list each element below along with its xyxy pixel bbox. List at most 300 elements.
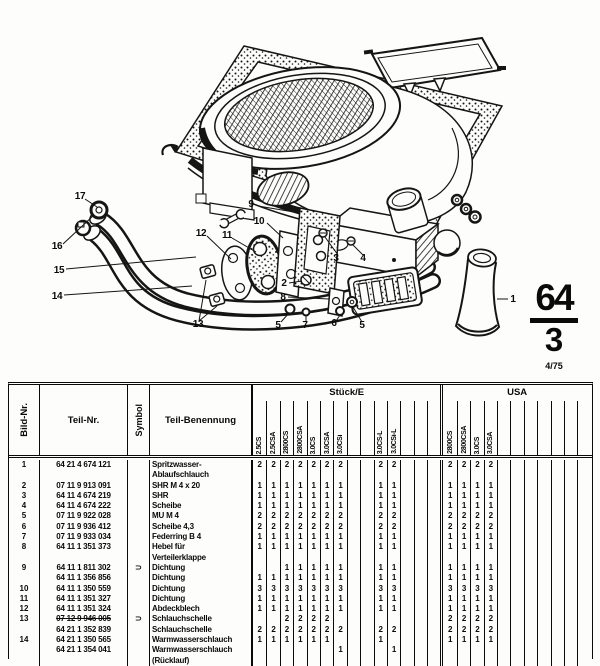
quantity-cell	[537, 594, 550, 604]
quantity-cell: 1	[266, 491, 279, 501]
quantity-cell	[537, 614, 550, 624]
quantity-cell: 2	[257, 511, 262, 521]
part-name-line: SHR	[152, 490, 169, 500]
quantity-cell: 2	[457, 460, 470, 481]
part-name-line: Abdeckblech	[152, 604, 200, 614]
cell-symbol	[128, 625, 150, 635]
cell-teil-benennung	[150, 501, 252, 511]
quantity-cell	[360, 645, 373, 666]
quantity-cell	[427, 584, 440, 594]
cell-symbol	[128, 645, 150, 666]
model-column-label: 2800CSA	[457, 401, 470, 455]
quantity-cell	[577, 481, 590, 491]
cell-teil-benennung	[150, 573, 252, 583]
quantity-cell	[443, 645, 456, 666]
quantity-cell	[414, 625, 427, 635]
part-number: 64 11 4 674 219	[56, 490, 111, 500]
quantity-cell: 1	[293, 532, 306, 542]
stueck-section-title: Stück/E	[329, 387, 365, 398]
quantity-cell: 1	[333, 491, 346, 501]
quantity-cell	[347, 481, 360, 491]
quantity-cell	[537, 460, 550, 481]
callout-9: 9	[248, 199, 254, 210]
plate-page-number: 3	[544, 321, 564, 359]
quantity-cell	[414, 460, 427, 481]
quantity-cell	[551, 584, 564, 594]
quantity-cell	[564, 542, 577, 563]
group-number: 64	[530, 281, 577, 323]
quantity-cell: 1	[484, 491, 497, 501]
cell-symbol	[128, 460, 150, 481]
table-row	[9, 573, 592, 583]
quantity-cell	[524, 501, 537, 511]
cell-teil-benennung	[150, 542, 252, 563]
quantity-cell: 1	[293, 635, 306, 645]
quantity-cell: 1	[470, 573, 483, 583]
usa-section-title: USA	[507, 387, 528, 398]
table-row	[9, 481, 592, 491]
cell-teil-nr	[40, 584, 128, 594]
quantity-cell	[564, 573, 577, 583]
cell-teil-benennung	[150, 532, 252, 542]
quantity-cell: 1	[293, 542, 306, 563]
quantity-cell: 1	[257, 635, 262, 645]
quantity-cell	[524, 604, 537, 614]
quantity-cell	[537, 481, 550, 491]
quantity-cell	[564, 522, 577, 532]
quantity-cell: 1	[387, 563, 400, 573]
quantity-cell	[427, 573, 440, 583]
callout-7: 7	[302, 320, 308, 331]
quantity-cell: 2	[293, 511, 306, 521]
quantity-cell: 2	[387, 522, 400, 532]
quantity-cell	[360, 501, 373, 511]
quantity-cell	[510, 481, 523, 491]
quantity-group-usa	[440, 542, 590, 563]
quantity-cell	[360, 573, 373, 583]
table-body	[9, 458, 592, 666]
quantity-cell	[510, 491, 523, 501]
quantity-cell	[497, 594, 510, 604]
callout-16: 16	[51, 241, 63, 252]
cell-symbol	[128, 501, 150, 511]
quantity-cell: 3	[484, 584, 497, 594]
quantity-cell	[414, 563, 427, 573]
model-column-label	[537, 401, 550, 455]
quantity-group-stueck	[252, 614, 440, 624]
quantity-cell: 1	[374, 542, 387, 563]
quantity-cell: 1	[470, 604, 483, 614]
quantity-cell	[360, 584, 373, 594]
quantity-cell	[551, 594, 564, 604]
quantity-cell	[577, 594, 590, 604]
callout-6: 6	[331, 318, 337, 329]
quantity-cell: 2	[320, 614, 333, 624]
part-name-line: Warmwasserschlauch	[152, 645, 233, 655]
quantity-cell	[510, 511, 523, 521]
cell-teil-benennung	[150, 563, 252, 573]
quantity-cell: 2	[447, 614, 453, 624]
quantity-group-stueck	[252, 501, 440, 511]
quantity-cell	[537, 501, 550, 511]
table-header-row	[9, 385, 592, 458]
quantity-cell: 1	[447, 593, 453, 603]
part-number: 64 21 1 354 041	[56, 645, 111, 655]
cell-symbol: ⊃	[128, 563, 150, 573]
quantity-cell	[524, 532, 537, 542]
quantity-cell	[524, 635, 537, 645]
quantity-cell: 1	[387, 491, 400, 501]
quantity-cell	[497, 625, 510, 635]
quantity-cell	[577, 635, 590, 645]
quantity-cell: 2	[457, 614, 470, 624]
quantity-cell	[577, 625, 590, 635]
cell-symbol	[128, 584, 150, 594]
quantity-cell: 2	[257, 624, 262, 634]
quantity-group-usa	[440, 625, 590, 635]
quantity-cell	[427, 522, 440, 532]
quantity-cell: 1	[387, 604, 400, 614]
model-column-label: 2.5CS	[256, 436, 264, 454]
quantity-cell	[577, 460, 590, 481]
model-column-label: 2800CSA	[293, 401, 306, 455]
quantity-cell	[484, 645, 497, 666]
page-plate-number	[524, 277, 584, 371]
quantity-cell: 2	[470, 511, 483, 521]
quantity-cell	[470, 645, 483, 666]
quantity-cell	[577, 614, 590, 624]
table-row	[9, 522, 592, 532]
quantity-cell	[564, 501, 577, 511]
quantity-cell	[537, 491, 550, 501]
quantity-group-usa	[440, 563, 590, 573]
quantity-cell	[347, 573, 360, 583]
quantity-cell: 1	[387, 501, 400, 511]
quantity-cell	[414, 645, 427, 666]
quantity-cell: 1	[280, 501, 293, 511]
quantity-cell: 3	[387, 584, 400, 594]
cell-bild-nr: 9	[9, 563, 40, 573]
model-column-label	[400, 401, 413, 455]
quantity-group-stueck	[252, 460, 440, 481]
quantity-cell: 2	[457, 625, 470, 635]
quantity-cell	[510, 635, 523, 645]
quantity-cell: 1	[293, 563, 306, 573]
cell-symbol	[128, 532, 150, 542]
model-column-label	[551, 401, 564, 455]
cell-symbol	[128, 594, 150, 604]
cell-bild-nr	[9, 573, 40, 583]
quantity-cell	[414, 542, 427, 563]
cell-teil-nr	[40, 460, 128, 481]
part-name-line: Dichtung	[152, 583, 186, 593]
quantity-cell	[524, 491, 537, 501]
quantity-cell	[551, 625, 564, 635]
quantity-cell: 2	[484, 460, 497, 481]
quantity-cell	[427, 594, 440, 604]
quantity-cell	[360, 614, 373, 624]
cell-teil-benennung	[150, 594, 252, 604]
quantity-cell: 1	[320, 594, 333, 604]
quantity-cell	[400, 511, 413, 521]
quantity-cell: 2	[280, 625, 293, 635]
part-number: 64 11 1 811 302	[56, 562, 111, 572]
quantity-cell: 1	[257, 542, 262, 552]
quantity-cell	[427, 614, 440, 624]
part-number: 64 21 1 352 839	[56, 624, 111, 634]
quantity-cell: 2	[257, 521, 262, 531]
quantity-cell: 1	[447, 635, 453, 645]
quantity-group-stueck	[252, 573, 440, 583]
quantity-cell	[374, 645, 387, 666]
quantity-cell: 1	[447, 532, 453, 542]
quantity-cell	[551, 635, 564, 645]
quantity-cell: 1	[470, 501, 483, 511]
part-name-line: Spritzwasser-	[152, 460, 202, 469]
quantity-cell	[497, 491, 510, 501]
quantity-cell	[537, 522, 550, 532]
quantity-group-usa	[440, 573, 590, 583]
quantity-cell	[400, 584, 413, 594]
quantity-cell	[564, 604, 577, 614]
quantity-cell: 3	[266, 584, 279, 594]
model-column-label	[524, 401, 537, 455]
quantity-group-stueck	[252, 511, 440, 521]
quantity-cell	[414, 614, 427, 624]
table-row	[9, 460, 592, 481]
quantity-group-usa	[440, 584, 590, 594]
quantity-cell: 1	[293, 604, 306, 614]
cell-teil-benennung	[150, 604, 252, 614]
quantity-group-usa	[440, 594, 590, 604]
table-row	[9, 645, 592, 666]
quantity-cell: 1	[457, 501, 470, 511]
quantity-cell	[347, 625, 360, 635]
quantity-cell: 1	[320, 501, 333, 511]
quantity-cell	[347, 584, 360, 594]
cell-teil-nr	[40, 532, 128, 542]
cell-bild-nr	[9, 625, 40, 635]
quantity-group-usa	[440, 614, 590, 624]
quantity-cell: 2	[470, 460, 483, 481]
quantity-cell: 1	[457, 573, 470, 583]
quantity-cell	[537, 625, 550, 635]
quantity-cell	[347, 614, 360, 624]
quantity-group-usa	[440, 522, 590, 532]
quantity-cell: 2	[484, 511, 497, 521]
part-name-line: Warmwasserschlauch	[152, 635, 233, 645]
quantity-cell: 1	[484, 594, 497, 604]
part-number: 07 11 9 936 412	[56, 521, 111, 531]
quantity-cell	[414, 481, 427, 491]
part-number: 07 12 9 946 005	[56, 614, 111, 624]
part-number: 64 21 1 350 565	[56, 635, 111, 645]
quantity-cell	[551, 481, 564, 491]
cell-bild-nr: 6	[9, 522, 40, 532]
callout-8: 8	[280, 292, 286, 303]
quantity-cell	[400, 522, 413, 532]
quantity-cell: 1	[387, 481, 400, 491]
quantity-cell	[427, 542, 440, 563]
table-row	[9, 604, 592, 614]
quantity-cell	[510, 501, 523, 511]
table-row	[9, 511, 592, 521]
cell-bild-nr: 8	[9, 542, 40, 563]
quantity-group-stueck	[252, 604, 440, 614]
quantity-cell	[551, 604, 564, 614]
quantity-cell: 1	[470, 542, 483, 563]
model-column-label	[497, 401, 510, 455]
quantity-cell: 1	[257, 573, 262, 583]
quantity-cell	[510, 625, 523, 635]
quantity-cell: 2	[280, 511, 293, 521]
quantity-cell: 1	[280, 604, 293, 614]
quantity-cell: 1	[266, 604, 279, 614]
parts-table	[8, 382, 593, 665]
quantity-cell: 1	[257, 480, 262, 490]
quantity-cell: 1	[447, 490, 453, 500]
cell-teil-benennung	[150, 511, 252, 521]
quantity-cell	[427, 532, 440, 542]
quantity-cell: 1	[470, 532, 483, 542]
cell-bild-nr: 13	[9, 614, 40, 624]
model-column-label: 3.0CSA	[484, 401, 497, 455]
quantity-cell	[414, 573, 427, 583]
part-number: 07 11 9 913 091	[56, 480, 111, 490]
quantity-cell	[577, 542, 590, 563]
quantity-cell	[497, 522, 510, 532]
table-row	[9, 594, 592, 604]
quantity-cell	[400, 594, 413, 604]
cell-teil-benennung	[150, 481, 252, 491]
quantity-cell: 1	[470, 563, 483, 573]
quantity-cell: 1	[333, 573, 346, 583]
quantity-cell	[537, 542, 550, 563]
cell-teil-nr	[40, 491, 128, 501]
quantity-cell	[510, 645, 523, 666]
quantity-cell: 2	[333, 460, 346, 481]
quantity-cell	[347, 511, 360, 521]
quantity-cell: 3	[374, 584, 387, 594]
quantity-cell: 1	[333, 563, 346, 573]
quantity-group-usa	[440, 511, 590, 521]
quantity-cell: 1	[374, 491, 387, 501]
quantity-cell: 1	[257, 593, 262, 603]
quantity-cell	[524, 625, 537, 635]
quantity-cell: 1	[307, 604, 320, 614]
quantity-cell	[497, 501, 510, 511]
quantity-cell: 1	[387, 542, 400, 563]
quantity-cell	[400, 645, 413, 666]
quantity-cell	[360, 491, 373, 501]
cell-bild-nr: 1	[9, 460, 40, 481]
quantity-cell: 1	[484, 501, 497, 511]
quantity-cell: 1	[266, 594, 279, 604]
quantity-cell	[577, 532, 590, 542]
quantity-cell: 2	[307, 511, 320, 521]
quantity-cell	[537, 532, 550, 542]
quantity-group-stueck	[252, 542, 440, 563]
quantity-cell	[347, 635, 360, 645]
cell-symbol	[128, 522, 150, 532]
quantity-cell	[551, 573, 564, 583]
cell-teil-nr	[40, 511, 128, 521]
table-row	[9, 563, 592, 573]
quantity-cell: 1	[320, 563, 333, 573]
callout-2: 2	[281, 278, 287, 289]
quantity-cell	[414, 594, 427, 604]
quantity-cell	[387, 614, 400, 624]
quantity-cell: 1	[293, 573, 306, 583]
part-number: 07 11 9 922 028	[56, 511, 111, 521]
quantity-cell: 2	[280, 522, 293, 532]
quantity-cell: 2	[293, 614, 306, 624]
quantity-cell	[360, 511, 373, 521]
quantity-cell	[510, 532, 523, 542]
quantity-cell: 2	[293, 460, 306, 481]
quantity-cell: 2	[447, 624, 453, 634]
quantity-cell	[400, 635, 413, 645]
quantity-cell	[347, 542, 360, 563]
quantity-cell: 1	[293, 501, 306, 511]
quantity-cell: 1	[320, 532, 333, 542]
quantity-cell: 2	[307, 460, 320, 481]
cell-symbol	[128, 511, 150, 521]
quantity-cell: 1	[307, 635, 320, 645]
quantity-cell: 1	[374, 481, 387, 491]
model-column-label: 2.5CSA	[266, 401, 279, 455]
quantity-cell: 1	[457, 532, 470, 542]
cell-teil-nr	[40, 563, 128, 573]
quantity-cell: 1	[307, 501, 320, 511]
quantity-cell	[564, 584, 577, 594]
quantity-cell	[347, 604, 360, 614]
quantity-cell: 2	[374, 511, 387, 521]
callout-10: 10	[253, 216, 265, 227]
quantity-cell: 2	[266, 511, 279, 521]
cell-teil-nr	[40, 522, 128, 532]
model-column-label: 3.0CSi	[333, 401, 346, 455]
quantity-cell: 1	[470, 594, 483, 604]
quantity-cell	[457, 645, 470, 666]
quantity-cell: 2	[447, 521, 453, 531]
quantity-cell: 1	[280, 542, 293, 563]
quantity-cell	[427, 501, 440, 511]
quantity-cell: 3	[447, 583, 453, 593]
quantity-cell: 2	[484, 522, 497, 532]
quantity-cell: 2	[320, 511, 333, 521]
quantity-group-stueck	[252, 584, 440, 594]
quantity-cell: 1	[484, 542, 497, 563]
quantity-cell	[414, 532, 427, 542]
quantity-cell: 1	[457, 635, 470, 645]
part-number: 64 21 4 674 121	[56, 460, 111, 469]
quantity-cell	[360, 625, 373, 635]
quantity-cell: 2	[266, 460, 279, 481]
callout-12: 12	[195, 228, 207, 239]
table-row	[9, 501, 592, 511]
quantity-cell: 2	[307, 614, 320, 624]
header-bild-nr: Bild-Nr.	[9, 385, 40, 455]
quantity-cell	[564, 625, 577, 635]
cell-teil-nr	[40, 501, 128, 511]
quantity-cell	[347, 532, 360, 542]
quantity-cell: 1	[333, 645, 346, 666]
model-column-label	[577, 401, 590, 455]
quantity-cell	[320, 645, 333, 666]
quantity-cell: 1	[374, 604, 387, 614]
quantity-cell	[347, 460, 360, 481]
